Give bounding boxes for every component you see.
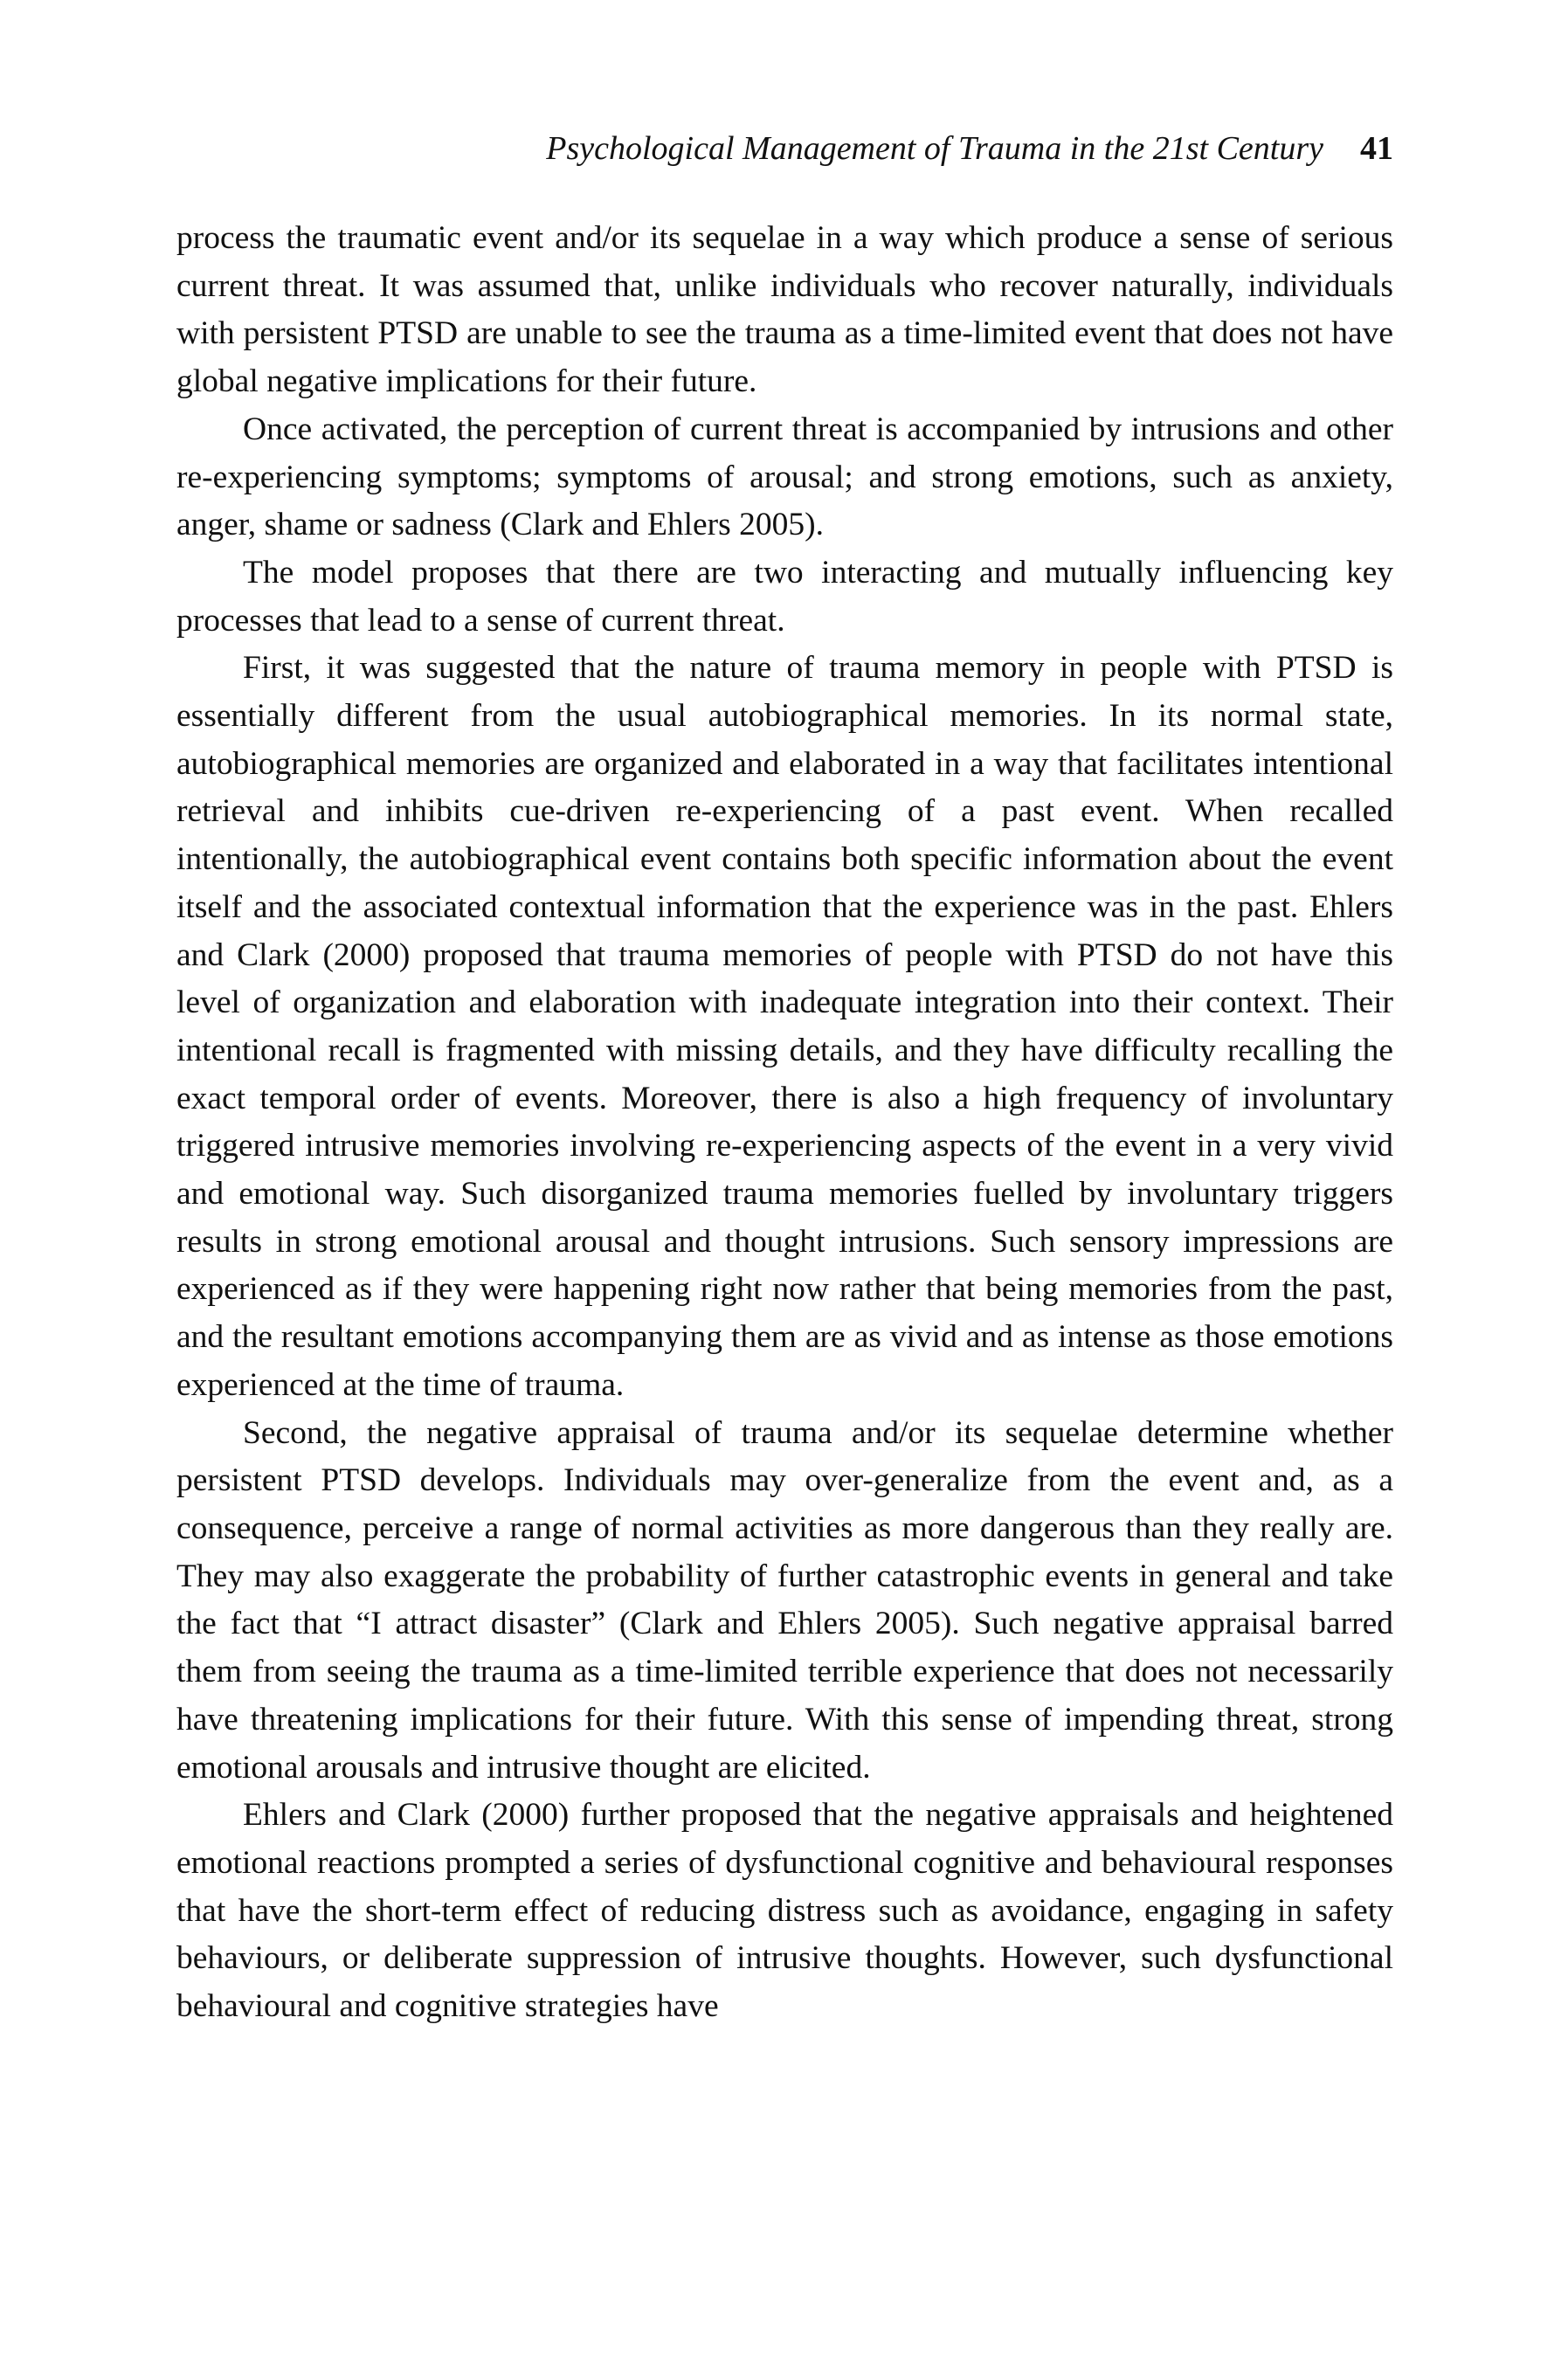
paragraph-continued: process the traumatic event and/or its sequelae in a way which produce a sense of serious current threat. It was assumed that, unlike individuals who recover naturally, individuals with persistent PTSD are unable to see the trauma as a time-limited event that does not have global negative implications for their future. xyxy=(176,220,1393,400)
page-number: 41 xyxy=(1360,130,1393,167)
running-title: Psychological Management of Trauma in the 21st Century xyxy=(546,130,1323,167)
paragraph: Second, the negative appraisal of trauma and/or its sequelae determine whether persistent PTSD develops. Individuals may over-generalize from the event and, as a consequence, perceive a range of normal activities as more dangerous than they really are. They may also exaggerate the probability of further catastrophic events in general and take the fact that “I attract disaster” (Clark and Ehlers 2005). Such negative appraisal barred them from seeing the trauma as a time-limited terrible experience that does not necessarily have threatening implications for their future. With this sense of impending threat, strong emotional arousals and intrusive thought are elicited. xyxy=(176,1414,1393,1786)
paragraph: Ehlers and Clark (2000) further proposed that the negative appraisals and heightened emotional reactions prompted a series of dysfunctional cognitive and behavioural responses that have the short-term effect of reducing distress such as avoidance, engaging in safety behaviours, or deliberate suppression of intrusive thoughts. However, such dysfunctional behavioural and cognitive strategies have xyxy=(176,1797,1393,2025)
paragraph: Once activated, the perception of current threat is accompanied by intrusions and other re-experiencing symptoms; symptoms of arousal; and strong emotions, such as anxiety, anger, shame or sadness (Clark and Ehlers 2005). xyxy=(176,411,1393,543)
paragraph: First, it was suggested that the nature of trauma memory in people with PTSD is essentially different from the usual autobiographical memories. In its normal state, autobiographical memories are organized and elaborated in a way that facilitates intentional retrieval and inhibits cue-driven re-experiencing of a past event. When recalled intentionally, the autobiographical event contains both specific information about the event itself and the associated contextual information that the experience was in the past. Ehlers and Clark (2000) proposed that trauma memories of people with PTSD do not have this level of organization and elaboration with inadequate integration into their context. Their intentional recall is fragmented with missing details, and they have difficulty recalling the exact temporal order of events. Moreover, there is also a high frequency of involuntary triggered intrusive memories involving re-experiencing aspects of the event in a very vivid and emotional way. Such disorganized trauma memories fuelled by involuntary triggers results in strong emotional arousal and thought intrusions. Such sensory impressions are experienced as if they were happening right now rather that being memories from the past, and the resultant emotions accompanying them are as vivid and as intense as those emotions experienced at the time of trauma. xyxy=(176,650,1393,1403)
body-text xyxy=(176,215,1393,2031)
paragraph: The model proposes that there are two interacting and mutually influencing key processes that lead to a sense of current threat. xyxy=(176,554,1393,639)
running-header xyxy=(176,122,1393,175)
